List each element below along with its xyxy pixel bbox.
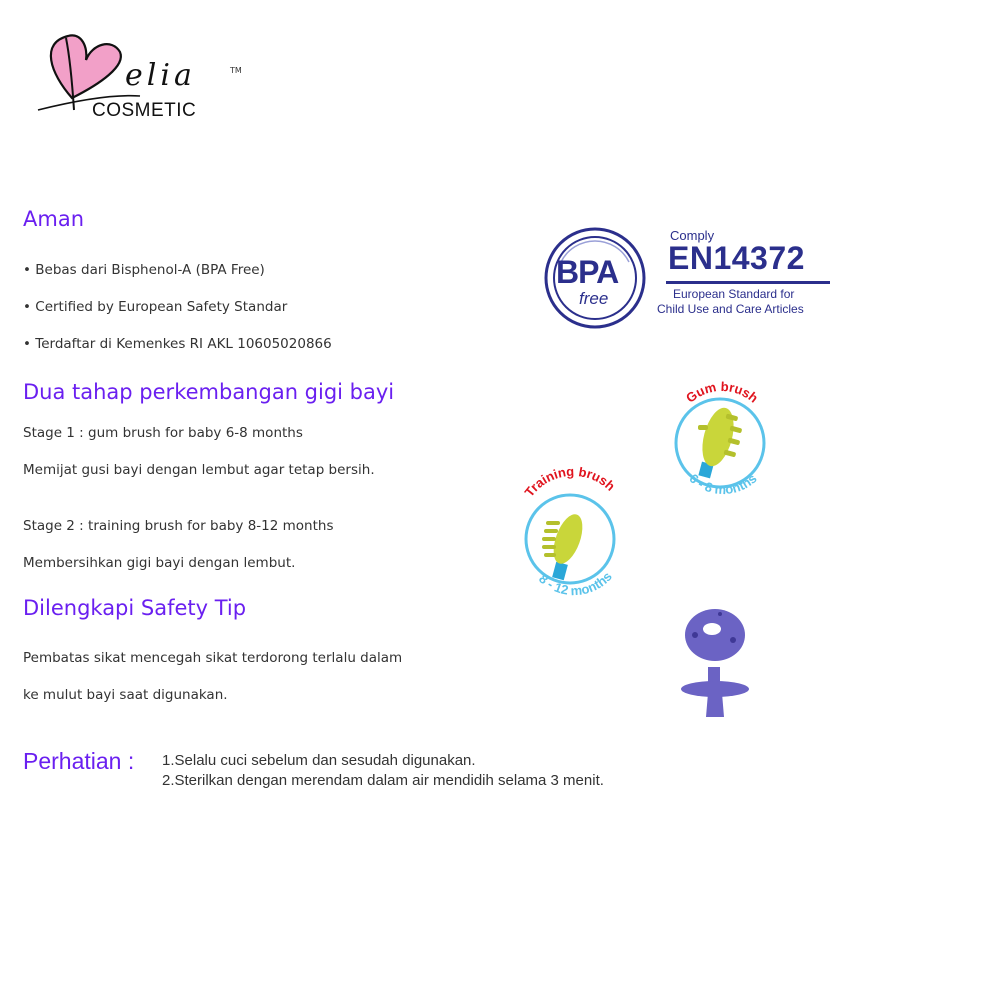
brand-logo <box>30 18 250 128</box>
safety-line-1: Pembatas sikat mencegah sikat terdorong terlalu dalam <box>23 650 403 666</box>
gum-brush-labels <box>660 375 780 515</box>
section-title-safety: Dilengkapi Safety Tip <box>23 596 247 620</box>
perhatian-item-2: 2.Sterilkan dengan merendam dalam air mendidih selama 3 menit. <box>162 772 604 789</box>
gum-brush-age: 6 - 8 months <box>686 470 760 498</box>
bpa-free-badge <box>543 226 647 330</box>
logo-trademark: TM <box>230 66 242 75</box>
stage1-text: Stage 1 : gum brush for baby 6-8 months <box>23 425 303 441</box>
bullet-text: Certified by European Safety Standar <box>35 299 288 315</box>
svg-text:8 - 12 months <box>536 569 615 599</box>
section-title-aman: Aman <box>23 207 85 231</box>
training-brush-age: 8 - 12 months <box>536 568 615 599</box>
gum-brush-label: Gum brush <box>683 378 762 406</box>
safety-tip-icon <box>670 605 760 725</box>
training-brush-illustration <box>512 465 632 605</box>
stage2-text: Stage 2 : training brush for baby 8-12 months <box>23 518 334 534</box>
en-desc-line1: European Standard for <box>673 287 795 301</box>
bpa-sub-text: free <box>579 289 609 308</box>
bullet-item: • Terdaftar di Kemenkes RI AKL 10605020866 <box>23 336 332 352</box>
en14372-badge <box>656 226 846 326</box>
perhatian-item-1: 1.Selalu cuci sebelum dan sesudah digunakan. <box>162 752 476 769</box>
svg-text:Gum brush <box>683 379 761 406</box>
svg-text:6 - 8 months <box>686 471 759 498</box>
logo-subtitle: COSMETIC <box>92 100 197 121</box>
bpa-main-text: BPA <box>556 254 619 290</box>
safety-line-2: ke mulut bayi saat digunakan. <box>23 687 228 703</box>
svg-text:Training brush <box>522 465 619 500</box>
comply-label: Comply <box>670 228 715 243</box>
logo-script: elia <box>125 58 196 93</box>
training-brush-labels <box>512 465 632 605</box>
training-brush-label: Training brush <box>521 465 619 500</box>
en-desc-line2: Child Use and Care Articles <box>657 302 804 316</box>
safety-tip-illustration <box>670 605 760 725</box>
bullet-text: Terdaftar di Kemenkes RI AKL 10605020866 <box>35 336 332 352</box>
bullet-item: • Certified by European Safety Standar <box>23 299 288 315</box>
stage1-description: Memijat gusi bayi dengan lembut agar tetap bersih. <box>23 462 375 478</box>
en-code: EN14372 <box>668 240 805 276</box>
section-title-stages: Dua tahap perkembangan gigi bayi <box>23 380 395 404</box>
gum-brush-illustration <box>660 375 780 515</box>
bullet-text: Bebas dari Bisphenol-A (BPA Free) <box>35 262 265 278</box>
section-title-perhatian: Perhatian : <box>23 748 135 774</box>
en-divider <box>666 281 830 284</box>
stage2-description: Membersihkan gigi bayi dengan lembut. <box>23 555 296 571</box>
bullet-item: • Bebas dari Bisphenol-A (BPA Free) <box>23 262 265 278</box>
